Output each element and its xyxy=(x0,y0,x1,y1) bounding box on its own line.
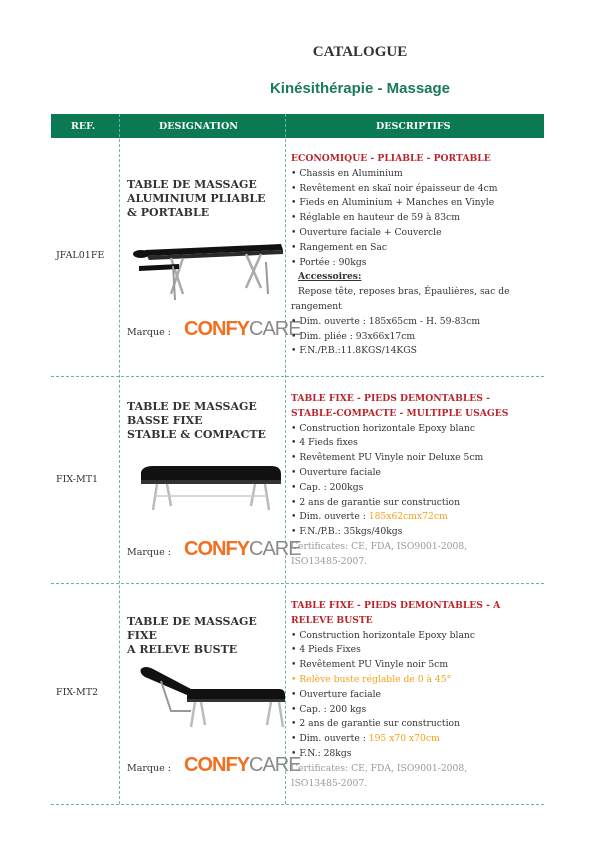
product-designation: TABLE DE MASSAGE ALUMINIUM PLIABLE & PORTABLE xyxy=(127,178,266,219)
backrest-massage-table-image xyxy=(131,665,291,735)
header-designation: DESIGNATION xyxy=(159,121,238,132)
table-row xyxy=(51,583,544,804)
header-ref: REF. xyxy=(71,121,96,132)
product-description: TABLE FIXE - PIEDS DEMONTABLES - STABLE-COMPACTE - MULTIPLE USAGES • Construction horizontale Epoxy blanc • 4 Fieds fixes • Revêtement PU Vinyle noir Deluxe 5cm • Ouverture faciale • Cap. : 200kgs • 2 ans de garantie sur construction • Dim. ouverte : 185x62cmx72cm • F.N./P.B.: 35kgs/40kgs Certificates: CE, FDA, ISO9001-2008, ISO13485-2007. xyxy=(291,393,509,567)
confycare-logo: CONFYCARE xyxy=(184,318,301,340)
product-designation: TABLE DE MASSAGE FIXE A RELEVE BUSTE xyxy=(127,615,257,656)
product-ref: JFAL01FE xyxy=(56,250,105,261)
table-row xyxy=(51,376,544,583)
product-designation: TABLE DE MASSAGE BASSE FIXE STABLE & COMPACTE xyxy=(127,400,266,441)
confycare-logo: CONFYCARE xyxy=(184,754,301,776)
row-divider-3 xyxy=(51,804,544,805)
product-ref: FIX-MT1 xyxy=(56,474,99,485)
product-description: ECONOMIQUE - PLIABLE - PORTABLE • Chassis en Aluminium • Revêtement en skaï noir épaisseur de 4cm • Fieds en Aluminium + Manches en Vinyle • Réglable en hauteur de 59 à 83cm • Ouverture faciale + Couvercle • Rangement en Sac • Portée : 90kgs Accessoires: Repose tête, reposes bras, Épaulières, sac de rangement • Dim. ouverte : 185x65cm - H. 59-83cm • Dim. pliée : 93x66x17cm • F.N./P.B.:11.8KGS/14KGS xyxy=(291,153,510,357)
table-header xyxy=(51,114,544,138)
product-description: TABLE FIXE - PIEDS DEMONTABLES - A RELEVE BUSTE • Construction horizontale Epoxy blanc • 4 Pieds Fixes • Revêtement PU Vinyle noir 5cm • Relève buste réglable de 0 à 45° • Ouverture faciale • Cap. : 200 kgs • 2 ans de garantie sur construction • Dim. ouverte : 195 x70 x70cm • F.N.: 28kgs Certificates: CE, FDA, ISO9001-2008, ISO13485-2007. xyxy=(291,600,501,789)
folding-massage-table-image xyxy=(131,236,291,306)
page-title: CATALOGUE xyxy=(312,44,408,60)
page-subtitle: Kinésithérapie - Massage xyxy=(269,80,451,97)
brand-label: Marque : xyxy=(127,763,171,774)
header-descriptifs: DESCRIPTIFS xyxy=(376,121,451,132)
fixed-massage-table-image xyxy=(131,462,291,520)
brand-label: Marque : xyxy=(127,327,171,338)
confycare-logo: CONFYCARE xyxy=(184,538,301,560)
product-ref: FIX-MT2 xyxy=(56,687,99,698)
table-row xyxy=(51,138,544,376)
brand-label: Marque : xyxy=(127,547,171,558)
